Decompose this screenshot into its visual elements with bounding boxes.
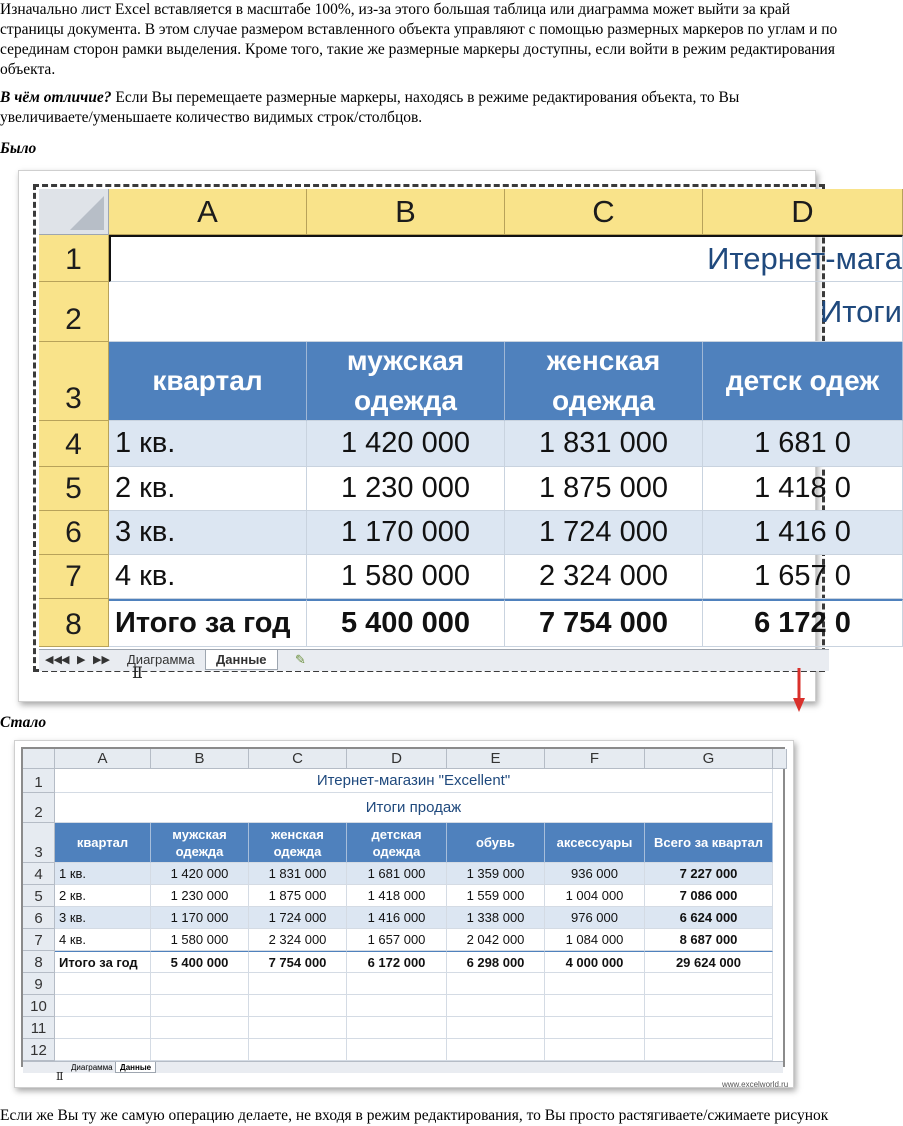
- total-label-cell: Итого за год: [109, 599, 307, 647]
- table-subtitle: Итоги: [109, 282, 903, 342]
- value-cell: 976 000: [545, 907, 645, 929]
- intro-line: страницы документа. В этом случае размером вставленного объекта управляют с помощью размерных маркеров по углам и по: [0, 21, 838, 38]
- table-header-cell: детск одеж: [703, 342, 903, 421]
- screenshot-before: [18, 170, 902, 702]
- empty-cell: [347, 973, 447, 995]
- value-cell: 1 681 000: [347, 863, 447, 885]
- value-cell: 1 416 000: [347, 907, 447, 929]
- row-header[interactable]: 1: [23, 769, 55, 793]
- value-cell: 1 418 0: [703, 467, 903, 511]
- empty-cell: [249, 1039, 347, 1061]
- value-cell: 1 831 000: [249, 863, 347, 885]
- value-cell: 1 170 000: [151, 907, 249, 929]
- value-cell: 1 724 000: [505, 511, 703, 555]
- empty-cell: [55, 973, 151, 995]
- difference-paragraph: [0, 88, 816, 128]
- spreadsheet-before: [39, 189, 902, 673]
- total-value-cell: 6 172 0: [703, 599, 903, 647]
- empty-cell: [151, 1039, 249, 1061]
- column-header[interactable]: A: [109, 189, 307, 235]
- empty-cell: [545, 995, 645, 1017]
- row-header[interactable]: 7: [23, 929, 55, 951]
- quarter-cell: 4 кв.: [55, 929, 151, 951]
- column-header[interactable]: C: [505, 189, 703, 235]
- value-cell: 1 004 000: [545, 885, 645, 907]
- empty-cell: [447, 1017, 545, 1039]
- value-cell: 2 324 000: [249, 929, 347, 951]
- empty-cell: [347, 1017, 447, 1039]
- table-header-cell: мужская одежда: [151, 823, 249, 863]
- corner-triangle-icon: [70, 196, 104, 230]
- value-cell: 1 580 000: [307, 555, 505, 599]
- intro-line: Изначально лист Excel вставляется в масштабе 100%, из-за этого большая таблица или диаграмма может выйти за край: [0, 1, 791, 18]
- value-cell: 1 559 000: [447, 885, 545, 907]
- column-header[interactable]: G: [645, 749, 773, 769]
- table-header-cell: аксессуары: [545, 823, 645, 863]
- difference-label: В чём отличие?: [0, 89, 112, 106]
- value-cell: 1 657 000: [347, 929, 447, 951]
- value-cell: 1 338 000: [447, 907, 545, 929]
- quarter-cell: 1 кв.: [55, 863, 151, 885]
- row-header[interactable]: 3: [39, 342, 109, 421]
- value-cell: 2 042 000: [447, 929, 545, 951]
- empty-cell: [545, 1017, 645, 1039]
- quarter-cell: 4 кв.: [109, 555, 307, 599]
- row-header[interactable]: 5: [39, 467, 109, 511]
- cursor-ibeam-icon: Ⅱ: [56, 1071, 64, 1083]
- tab-nav-arrow-icon[interactable]: ▶: [77, 654, 86, 666]
- row-header[interactable]: 4: [23, 863, 55, 885]
- quarter-cell: 3 кв.: [109, 511, 307, 555]
- sheet-tab-bar: [39, 649, 829, 671]
- difference-text-2: увеличиваете/уменьшаете количество видимых строк/столбцов.: [0, 109, 423, 126]
- empty-cell: [545, 973, 645, 995]
- tab-nav-arrow-icon[interactable]: ◀: [61, 654, 70, 666]
- empty-cell: [347, 1039, 447, 1061]
- column-header[interactable]: C: [249, 749, 347, 769]
- tab-nav-arrow-icon[interactable]: ◀◀: [45, 654, 62, 666]
- empty-cell: [645, 973, 773, 995]
- cursor-ibeam-icon: Ⅱ: [132, 665, 143, 682]
- total-value-cell: 5 400 000: [307, 599, 505, 647]
- row-header[interactable]: 9: [23, 973, 55, 995]
- row-header[interactable]: 1: [39, 235, 109, 282]
- empty-cell: [55, 1017, 151, 1039]
- table-header-cell: Всего за квартал: [645, 823, 773, 863]
- value-cell: 1 170 000: [307, 511, 505, 555]
- value-cell: 1 420 000: [307, 421, 505, 467]
- value-cell: 1 657 0: [703, 555, 903, 599]
- column-header[interactable]: B: [307, 189, 505, 235]
- empty-cell: [151, 995, 249, 1017]
- tab-nav-arrow-icon[interactable]: ▶▶: [93, 654, 110, 666]
- empty-cell: [447, 1039, 545, 1061]
- row-header[interactable]: 7: [39, 555, 109, 599]
- value-cell: 1 875 000: [505, 467, 703, 511]
- quarter-cell: 2 кв.: [109, 467, 307, 511]
- select-all-corner: [23, 749, 55, 769]
- empty-cell: [645, 995, 773, 1017]
- closing-line: Если же Вы ту же самую операцию делаете, не входя в режим редактирования, то Вы просто растягиваете/сжимаете рисунок: [0, 1107, 829, 1124]
- row-header[interactable]: 2: [39, 282, 109, 342]
- value-cell: 1 724 000: [249, 907, 347, 929]
- column-header-filler: [773, 749, 787, 769]
- table-header-cell: мужская одежда: [307, 342, 505, 421]
- intro-line: серединам сторон рамки выделения. Кроме того, такие же размерные маркеры доступны, если войти в режим редактирования: [0, 41, 835, 58]
- table-header-cell: квартал: [55, 823, 151, 863]
- watermark: www.excelworld.ru: [722, 1080, 789, 1089]
- empty-cell: [151, 1017, 249, 1039]
- value-cell: 1 580 000: [151, 929, 249, 951]
- empty-cell: [55, 995, 151, 1017]
- column-header[interactable]: B: [151, 749, 249, 769]
- closing-paragraph: [0, 1106, 829, 1126]
- empty-cell: [447, 973, 545, 995]
- quarter-total-cell: 6 624 000: [645, 907, 773, 929]
- quarter-total-cell: 7 227 000: [645, 863, 773, 885]
- row-header[interactable]: 12: [23, 1039, 55, 1061]
- difference-line-1: [0, 88, 816, 108]
- sheet-tab-active[interactable]: Данные: [205, 650, 278, 670]
- caption-after: Стало: [0, 714, 47, 731]
- row-header[interactable]: 5: [23, 885, 55, 907]
- table-header-cell: женская одежда: [249, 823, 347, 863]
- row-header[interactable]: 11: [23, 1017, 55, 1039]
- column-header[interactable]: D: [703, 189, 903, 235]
- column-header[interactable]: A: [55, 749, 151, 769]
- select-all-corner[interactable]: [39, 189, 109, 235]
- total-value-cell: 6 298 000: [447, 951, 545, 973]
- table-title: Итернет-магазин "Excellent": [55, 769, 773, 793]
- column-header[interactable]: F: [545, 749, 645, 769]
- empty-cell: [645, 1017, 773, 1039]
- row-header[interactable]: 2: [23, 793, 55, 823]
- value-cell: 1 681 0: [703, 421, 903, 467]
- column-header[interactable]: D: [347, 749, 447, 769]
- column-header[interactable]: E: [447, 749, 545, 769]
- intro-line: объекта.: [0, 61, 56, 78]
- row-header[interactable]: 6: [23, 907, 55, 929]
- difference-text-1: Если Вы перемещаете размерные маркеры, находясь в режиме редактирования объекта, то Вы: [111, 89, 740, 106]
- intro-paragraph: [0, 0, 838, 80]
- total-value-cell: 6 172 000: [347, 951, 447, 973]
- caption-before: Было: [0, 140, 37, 157]
- sheet-tab[interactable]: Диаграмма: [127, 652, 195, 667]
- empty-cell: [249, 1017, 347, 1039]
- value-cell: 1 416 0: [703, 511, 903, 555]
- value-cell: 1 831 000: [505, 421, 703, 467]
- table-subtitle: Итоги продаж: [55, 793, 773, 823]
- table-header-cell: женская одежда: [505, 342, 703, 421]
- value-cell: 1 230 000: [307, 467, 505, 511]
- sheet-tab-bar: [23, 1061, 783, 1073]
- empty-cell: [645, 1039, 773, 1061]
- table-title: Итернет-мага: [109, 235, 903, 282]
- screenshot-after: [14, 740, 794, 1088]
- value-cell: 1 359 000: [447, 863, 545, 885]
- empty-cell: [447, 995, 545, 1017]
- total-value-cell: 7 754 000: [249, 951, 347, 973]
- empty-cell: [55, 1039, 151, 1061]
- value-cell: 2 324 000: [505, 555, 703, 599]
- value-cell: 1 875 000: [249, 885, 347, 907]
- empty-cell: [545, 1039, 645, 1061]
- resize-arrow-icon: [793, 668, 805, 712]
- total-value-cell: 29 624 000: [645, 951, 773, 973]
- quarter-cell: 1 кв.: [109, 421, 307, 467]
- value-cell: 1 084 000: [545, 929, 645, 951]
- row-header[interactable]: 8: [39, 599, 109, 647]
- row-header[interactable]: 10: [23, 995, 55, 1017]
- row-header[interactable]: 3: [23, 823, 55, 863]
- empty-cell: [249, 995, 347, 1017]
- insert-sheet-icon[interactable]: ✎: [295, 652, 306, 667]
- row-header[interactable]: 6: [39, 511, 109, 555]
- total-value-cell: 4 000 000: [545, 951, 645, 973]
- total-label-cell: Итого за год: [55, 951, 151, 973]
- value-cell: 1 230 000: [151, 885, 249, 907]
- table-header-cell: квартал: [109, 342, 307, 421]
- sheet-tab[interactable]: Диаграмма: [71, 1063, 113, 1072]
- total-value-cell: 7 754 000: [505, 599, 703, 647]
- empty-cell: [249, 973, 347, 995]
- quarter-total-cell: 7 086 000: [645, 885, 773, 907]
- value-cell: 1 418 000: [347, 885, 447, 907]
- sheet-tab-active[interactable]: Данные: [115, 1062, 156, 1073]
- quarter-cell: 3 кв.: [55, 907, 151, 929]
- empty-cell: [347, 995, 447, 1017]
- quarter-cell: 2 кв.: [55, 885, 151, 907]
- value-cell: 1 420 000: [151, 863, 249, 885]
- table-header-cell: детская одежда: [347, 823, 447, 863]
- value-cell: 936 000: [545, 863, 645, 885]
- quarter-total-cell: 8 687 000: [645, 929, 773, 951]
- row-header[interactable]: 4: [39, 421, 109, 467]
- empty-cell: [151, 973, 249, 995]
- row-header[interactable]: 8: [23, 951, 55, 973]
- table-header-cell: обувь: [447, 823, 545, 863]
- spreadsheet-after: [23, 749, 785, 1075]
- total-value-cell: 5 400 000: [151, 951, 249, 973]
